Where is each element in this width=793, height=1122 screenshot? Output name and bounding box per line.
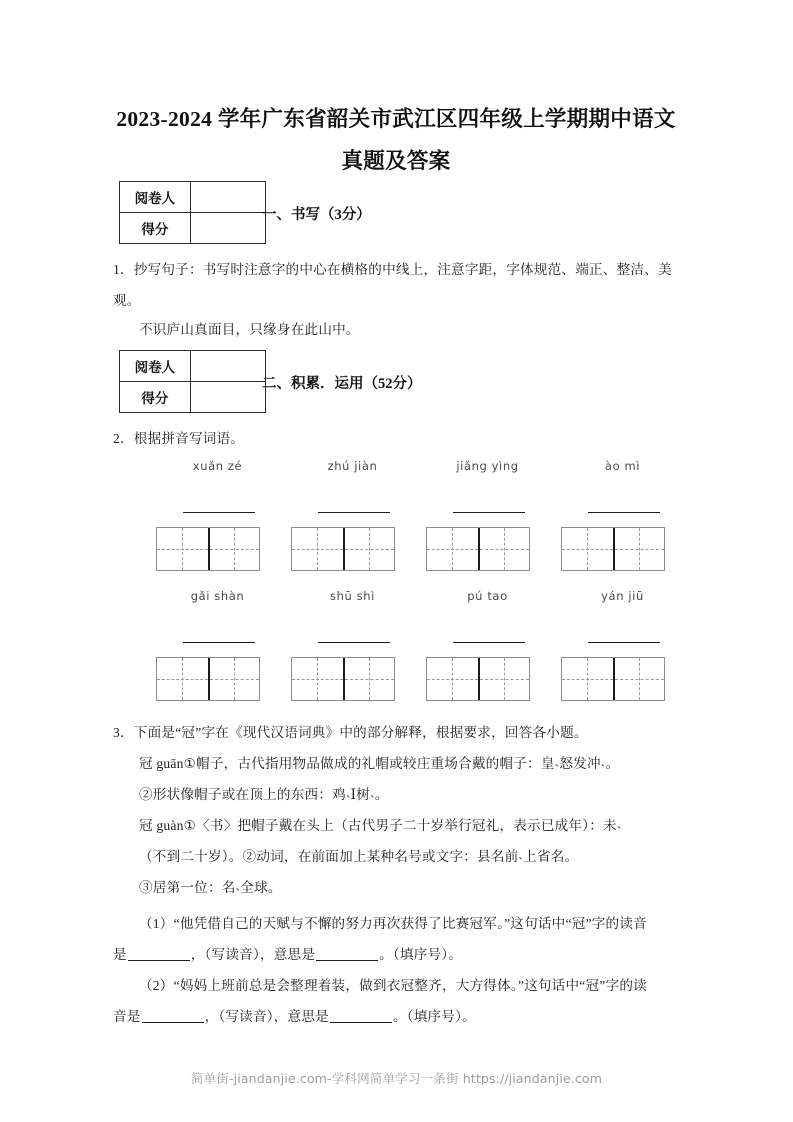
pinyin-label: yán jiū [601, 589, 644, 603]
answer-line [183, 512, 255, 513]
answer-line [588, 512, 660, 513]
score-label: 得分 [120, 213, 191, 244]
answer-line [318, 512, 390, 513]
sub-1-text-a: （1）“他凭借自己的天赋与不懈的努力再次获得了比赛冠军。”这句话中“冠”字的读音 [139, 916, 647, 931]
tianzi-cell[interactable] [562, 658, 613, 700]
dictionary-entry: （不到二十岁）。②动词，在前面加上某种名号或文字：县名前˴上省名。 [139, 849, 579, 864]
writing-grid-slot[interactable] [285, 506, 420, 572]
sub-1-text-b3: 。（填序号）。 [379, 947, 463, 962]
writing-grid-slot[interactable] [420, 636, 555, 702]
page-title-line-1: 2023-2024 学年广东省韶关市武江区四年级上学期期中语文 [116, 107, 676, 131]
grader-value-cell[interactable] [190, 182, 265, 213]
question-3-stem: 3．下面是“冠”字在《现代汉语词典》中的部分解释，根据要求，回答各小题。 [113, 725, 588, 740]
tianzi-cell[interactable] [343, 528, 394, 570]
answer-line [588, 642, 660, 643]
tianzi-grid[interactable] [291, 657, 395, 701]
score-value-cell[interactable] [190, 213, 265, 244]
tianzi-cell[interactable] [292, 658, 343, 700]
sub-2-text-b2: ，（写读音），意思是 [204, 1009, 329, 1024]
question-3-sub-2 [113, 970, 691, 1032]
tianzi-grid[interactable] [156, 657, 260, 701]
answer-blank-meaning[interactable] [316, 945, 378, 961]
writing-grid-slot[interactable] [555, 506, 690, 572]
pinyin-label: shū shì [330, 589, 375, 603]
question-1-stem: 1．抄写句子：书写时注意字的中心在横格的中线上，注意字距，字体规范、端正、整洁、美观。 [113, 262, 672, 308]
dictionary-entry: ③居第一位：名˴全球。 [139, 880, 282, 895]
writing-grid-slot[interactable] [150, 636, 285, 702]
score-value-cell[interactable] [190, 382, 265, 413]
page-title-line-2: 真题及答案 [341, 149, 451, 173]
tianzi-cell[interactable] [613, 658, 664, 700]
tianzi-grid[interactable] [156, 527, 260, 571]
tianzi-grid[interactable] [561, 657, 665, 701]
writing-grid-slot[interactable] [150, 506, 285, 572]
pinyin-row-2 [150, 589, 690, 603]
writing-grid-row-1 [150, 506, 690, 572]
answer-line [453, 642, 525, 643]
page-title [96, 98, 696, 182]
table-row [120, 213, 266, 244]
answer-blank-meaning[interactable] [330, 1007, 392, 1023]
tianzi-cell[interactable] [157, 658, 208, 700]
tianzi-grid[interactable] [291, 527, 395, 571]
answer-blank-pronunciation[interactable] [128, 945, 190, 961]
table-row [120, 351, 266, 382]
writing-grid-row-2 [150, 636, 690, 702]
question-2-stem: 2．根据拼音写词语。 [113, 431, 245, 446]
tianzi-grid[interactable] [426, 527, 530, 571]
writing-grid-slot[interactable] [420, 506, 555, 572]
tianzi-cell[interactable] [478, 658, 529, 700]
grader-label: 阅卷人 [120, 182, 191, 213]
tianzi-cell[interactable] [157, 528, 208, 570]
pinyin-label: ào mì [604, 459, 641, 473]
tianzi-cell[interactable] [478, 528, 529, 570]
tianzi-cell[interactable] [562, 528, 613, 570]
pinyin-label: gǎi shàn [190, 589, 245, 603]
table-row [120, 382, 266, 413]
tianzi-grid[interactable] [426, 657, 530, 701]
tianzi-cell[interactable] [427, 528, 478, 570]
writing-grid-slot[interactable] [555, 636, 690, 702]
table-row [120, 182, 266, 213]
section-heading-2: 二、积累．运用（52分） [262, 376, 422, 392]
writing-grid-slot[interactable] [285, 636, 420, 702]
answer-line [453, 512, 525, 513]
sub-2-text-b1: 音是 [113, 1009, 141, 1024]
dictionary-entry: 冠 guān①帽子，古代指用物品做成的礼帽或较庄重场合戴的帽子：皇˴怒发冲˴。 [139, 756, 620, 771]
score-table-section-1 [119, 181, 266, 244]
tianzi-cell[interactable] [208, 528, 259, 570]
pinyin-label: zhú jiàn [327, 459, 378, 473]
pinyin-label: jiǎng yìng [456, 459, 519, 473]
answer-line [183, 642, 255, 643]
question-3-sub-1 [113, 908, 691, 970]
tianzi-cell[interactable] [613, 528, 664, 570]
score-table-section-2 [119, 350, 266, 413]
grader-value-cell[interactable] [190, 351, 265, 382]
grader-label: 阅卷人 [120, 351, 191, 382]
tianzi-cell[interactable] [427, 658, 478, 700]
answer-line [318, 642, 390, 643]
tianzi-cell[interactable] [208, 658, 259, 700]
pinyin-label: xuǎn zé [192, 459, 243, 473]
question-1-sentence: 不识庐山真面目，只缘身在此山中。 [139, 322, 360, 337]
pinyin-row-1 [150, 459, 690, 473]
tianzi-grid[interactable] [561, 527, 665, 571]
tianzi-cell[interactable] [343, 658, 394, 700]
answer-blank-pronunciation[interactable] [142, 1007, 204, 1023]
sub-2-text-b3: 。（填序号）。 [392, 1009, 476, 1024]
pinyin-label: pú tao [467, 589, 508, 603]
sub-1-text-b1: 是 [113, 947, 127, 962]
score-label: 得分 [120, 382, 191, 413]
section-heading-1: 一、书写（3分） [262, 207, 371, 223]
tianzi-cell[interactable] [292, 528, 343, 570]
dictionary-entry: 冠 guàn①〈书〉把帽子戴在头上（古代男子二十岁举行冠礼，表示已成年）：未˴ [139, 818, 622, 833]
dictionary-entry: ②形状像帽子或在顶上的东西：鸡˴Ⅰ树˴。 [139, 787, 389, 802]
sub-2-text-a: （2）“妈妈上班前总是会整理着装，做到衣冠整齐，大方得体。”这句话中“冠”字的读 [139, 978, 647, 993]
sub-1-text-b2: ，（写读音），意思是 [190, 947, 316, 962]
footer-watermark: 简单街-jiandanjie.com-学科网简单学习一条街 https://jiandanjie.com [190, 1071, 603, 1086]
